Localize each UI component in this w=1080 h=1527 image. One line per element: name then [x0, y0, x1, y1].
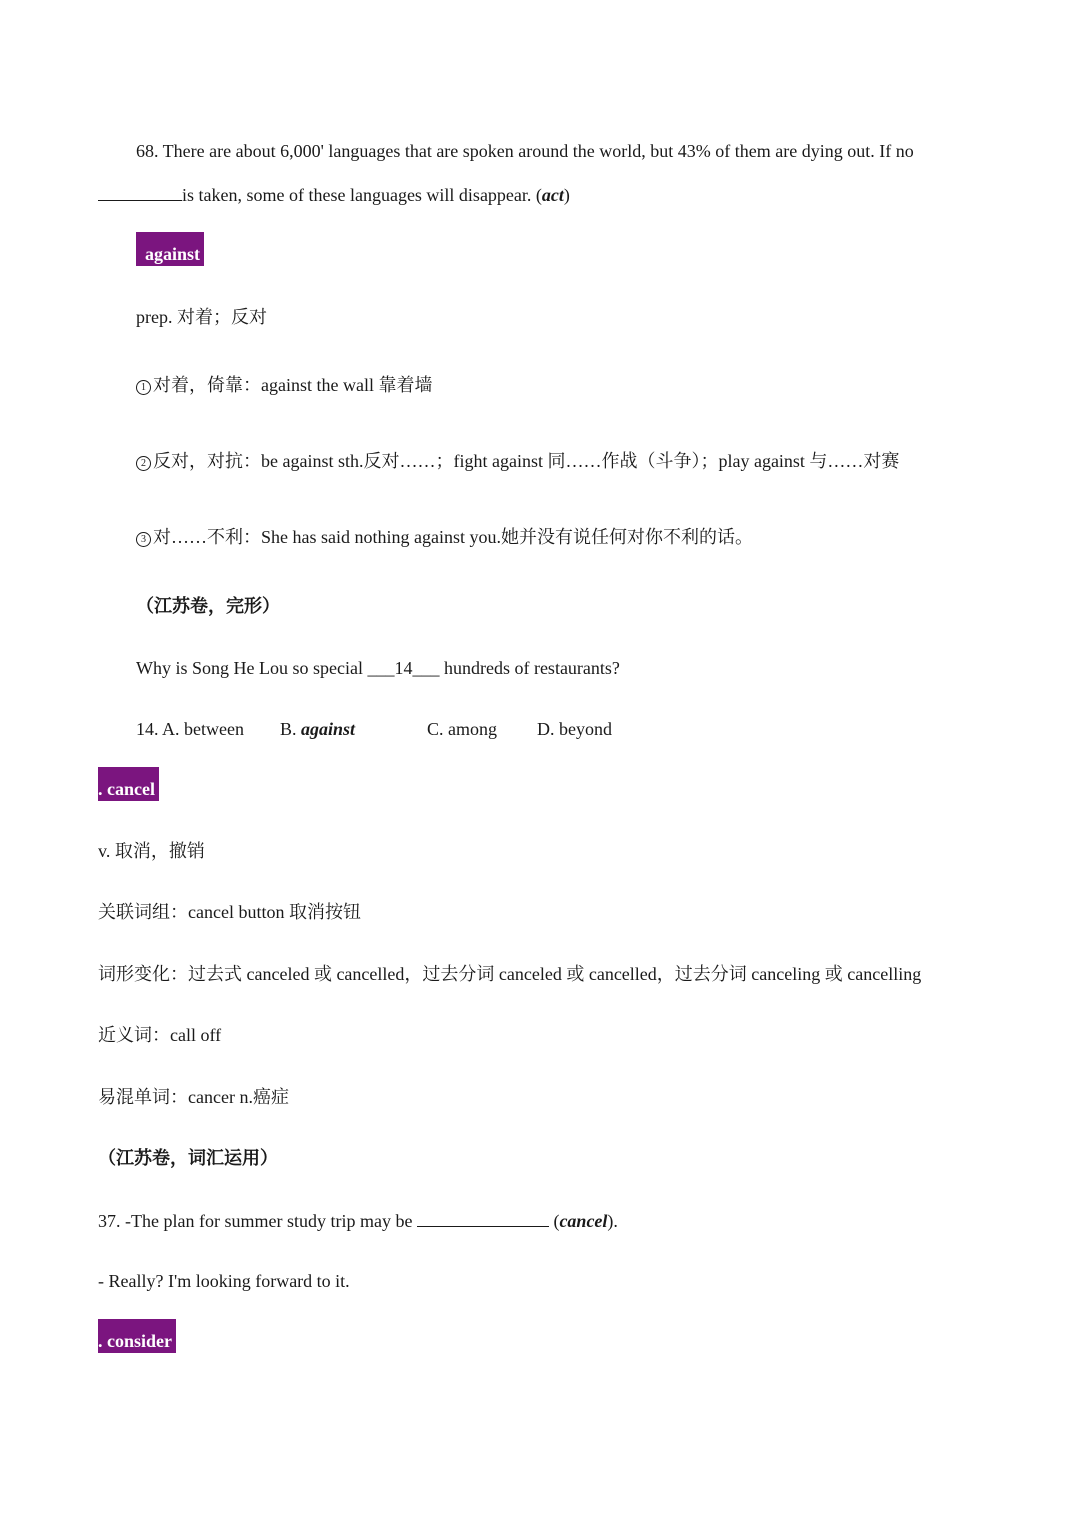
- number-circle-1: 1: [136, 380, 151, 395]
- q68-answer-blank[interactable]: [98, 182, 182, 201]
- against-sense-3: [136, 525, 753, 549]
- against-sense-2: [136, 449, 899, 473]
- option-d: D. beyond: [537, 719, 613, 739]
- cancel-forms: 词形变化：过去式 canceled 或 cancelled，过去分词 canceled 或 cancelled，过去分词 canceling 或 cancelling: [98, 964, 922, 984]
- option-c: C. among: [427, 719, 498, 739]
- q37-text: 37. -The plan for summer study trip may be: [98, 1211, 417, 1231]
- cancel-source: （江苏卷，词汇运用）: [98, 1148, 278, 1168]
- option-a: 14. A. between: [136, 719, 244, 739]
- cancel-synonym: 近义词：call off: [98, 1025, 222, 1045]
- against-sense-1-text: 对着，倚靠：against the wall 靠着墙: [153, 375, 433, 395]
- cancel-reply: - Really? I'm looking forward to it.: [98, 1271, 350, 1291]
- against-sense-1: [136, 373, 432, 397]
- q37-open-paren: (: [548, 1211, 560, 1231]
- cancel-confusable: 易混单词：cancer n.癌症: [98, 1087, 289, 1107]
- number-circle-2: 2: [136, 456, 151, 471]
- option-b-prefix: B.: [279, 719, 301, 739]
- against-sense-3-text: 对……不利：She has said nothing against you.她并没有说任何对你不利的话。: [153, 527, 753, 547]
- q68-line1: 68. There are about 6,000' languages that are spoken around the world, but 43% of them are dying out. If no: [136, 141, 914, 161]
- q68-line2: [98, 182, 570, 207]
- vocab-tag-cancel: [98, 767, 159, 801]
- q68-line2-text: is taken, some of these languages will disappear. (: [182, 185, 542, 205]
- vocab-tag-consider-label: . consider: [98, 1331, 172, 1351]
- against-question: Why is Song He Lou so special ___14___ hundreds of restaurants?: [136, 658, 620, 678]
- number-circle-3: 3: [136, 532, 151, 547]
- against-sense-2-text: 反对，对抗：be against sth.反对……；fight against 同……作战（斗争）；play against 与……对赛: [153, 451, 900, 471]
- option-b: [280, 719, 355, 739]
- q68-hint-word: act: [541, 185, 564, 205]
- vocab-tag-consider: [98, 1319, 176, 1353]
- against-pos: prep. 对着；反对: [136, 307, 267, 327]
- vocab-tag-against: [136, 232, 204, 266]
- against-options: [136, 717, 612, 741]
- vocab-tag-cancel-label: . cancel: [98, 779, 155, 799]
- q68-close-paren: ): [563, 185, 570, 205]
- option-b-word: against: [301, 719, 356, 739]
- vocab-tag-against-label: against: [145, 244, 201, 264]
- q37-close-paren: ).: [607, 1211, 618, 1231]
- q37-hint-word: cancel: [559, 1211, 608, 1231]
- against-source: （江苏卷，完形）: [136, 596, 280, 616]
- cancel-pos: v. 取消，撤销: [98, 841, 205, 861]
- q37-answer-blank[interactable]: [417, 1208, 549, 1227]
- cancel-phrase: 关联词组：cancel button 取消按钮: [98, 902, 361, 922]
- cancel-q37: [98, 1208, 618, 1233]
